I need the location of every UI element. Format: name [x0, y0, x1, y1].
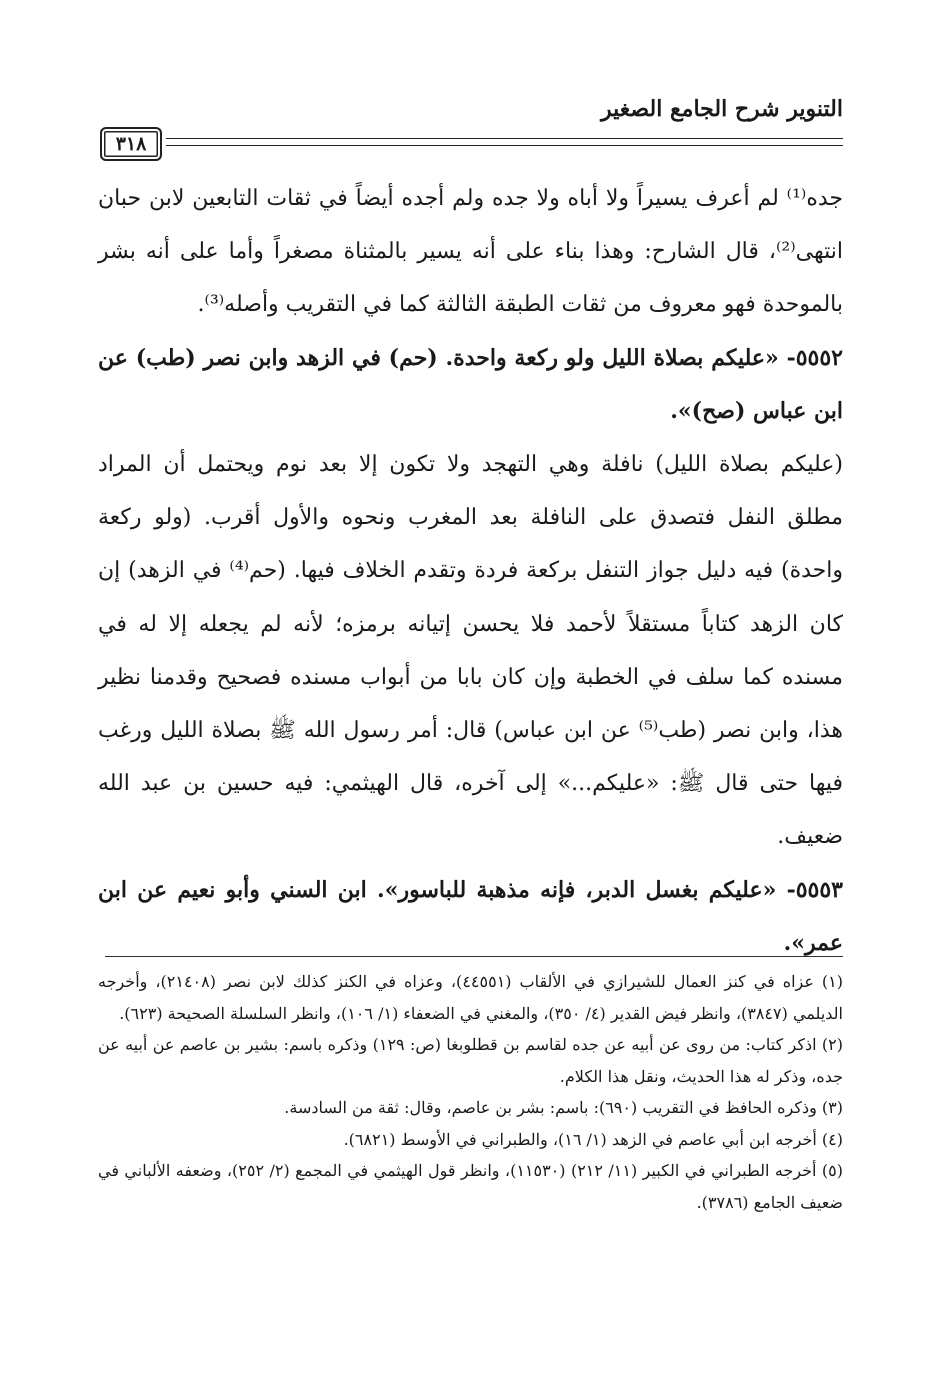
footnote-4: (٤) أخرجه ابن أبي عاصم في الزهد (١/ ١٦)، والطبراني في الأوسط (٦٨٢١).: [343, 1129, 843, 1149]
footnotes: [98, 966, 843, 1218]
footnote-separator: [105, 956, 843, 957]
footnote-1: (١) عزاه في كنز العمال للشيرازي في الألقاب (٤٤٥٥١)، وعزاه في الكنز كذلك لابن نصر (٢١٤٠٨)، وأخرجه الديلمي (٣٨٤٧)، وانظر فيض القدير (٤/ ٣٥٠)، والمغني في الضعفاء (١/ ١٠٦)، وانظر السلسلة الصحيحة (٦٢٣).: [98, 972, 844, 1023]
footnote-5: (٥) أخرجه الطبراني في الكبير (١١/ ٢١٢) (١١٥٣٠)، وانظر قول الهيثمي في المجمع (٢/ ٢٥٢)، وضعفه الألباني في ضعيف الجامع (٣٧٨٦).: [98, 1161, 843, 1212]
paragraph-commentary-5552: (عليكم بصلاة الليل) نافلة وهي التهجد ولا تكون إلا بعد نوم ويحتمل أن المراد مطلق النفل فتصدق على النافلة بعد المغرب ونحوه والأول أقرب. (ولو ركعة واحدة) فيه دليل جواز التنفل بركعة فردة وتقدم الخلاف فيها. (حم⁽⁴⁾ في الزهد) إن كان الزهد كتاباً مستقلاً لأحمد فلا يحسن إتيانه برمزه؛ لأنه لم يجعله إلا له في مسنده كما سلف في الخطبة وإن كان بابا من أبواب مسنده فصحيح وقدمنا نظير هذا، وابن نصر (طب⁽⁵⁾ عن ابن عباس) قال: أمر رسول الله ﷺ بصلاة الليل ورغب فيها حتى قال ﷺ: «عليكم...» إلى آخره، قال الهيثمي: فيه حسين بن عبد الله ضعيف.: [98, 452, 843, 850]
footnote-2: (٢) اذكر كتاب: من روى عن أبيه عن جده لقاسم بن قطلوبغا (ص: ١٢٩) وذكره باسم: بشير بن عاصم عن أبيه عن جده، وذكر له هذا الحديث، ونقل هذا الكلام.: [98, 1035, 843, 1086]
running-title: التنوير شرح الجامع الصغير: [601, 96, 843, 122]
header-rule-bottom: [166, 145, 843, 146]
hadith-5553: ٥٥٥٣- «عليكم بغسل الدبر، فإنه مذهبة للباسور». ابن السني وأبو نعيم عن ابن عمر».: [98, 876, 843, 956]
page-number: ٣١٨: [100, 127, 162, 161]
header-rule-top: [166, 138, 843, 139]
paragraph-commentary-continuation: جده⁽¹⁾ لم أعرف يسيراً ولا أباه ولا جده ولم أجده أيضاً في ثقات التابعين لابن حبان انتهى⁽²⁾، قال الشارح: وهذا بناء على أنه يسير بالمثناة مصغراً وأما على أنه بشر بالموحدة فهو معروف من ثقات الطبقة الثالثة كما في التقريب وأصله⁽³⁾.: [98, 186, 843, 318]
hadith-5552: ٥٥٥٢- «عليكم بصلاة الليل ولو ركعة واحدة. (حم) في الزهد وابن نصر (طب) عن ابن عباس (صح)».: [98, 344, 843, 424]
main-text: [98, 172, 843, 970]
footnote-3: (٣) وذكره الحافظ في التقريب (٦٩٠): باسم: بشر بن عاصم، وقال: ثقة من السادسة.: [284, 1098, 843, 1117]
